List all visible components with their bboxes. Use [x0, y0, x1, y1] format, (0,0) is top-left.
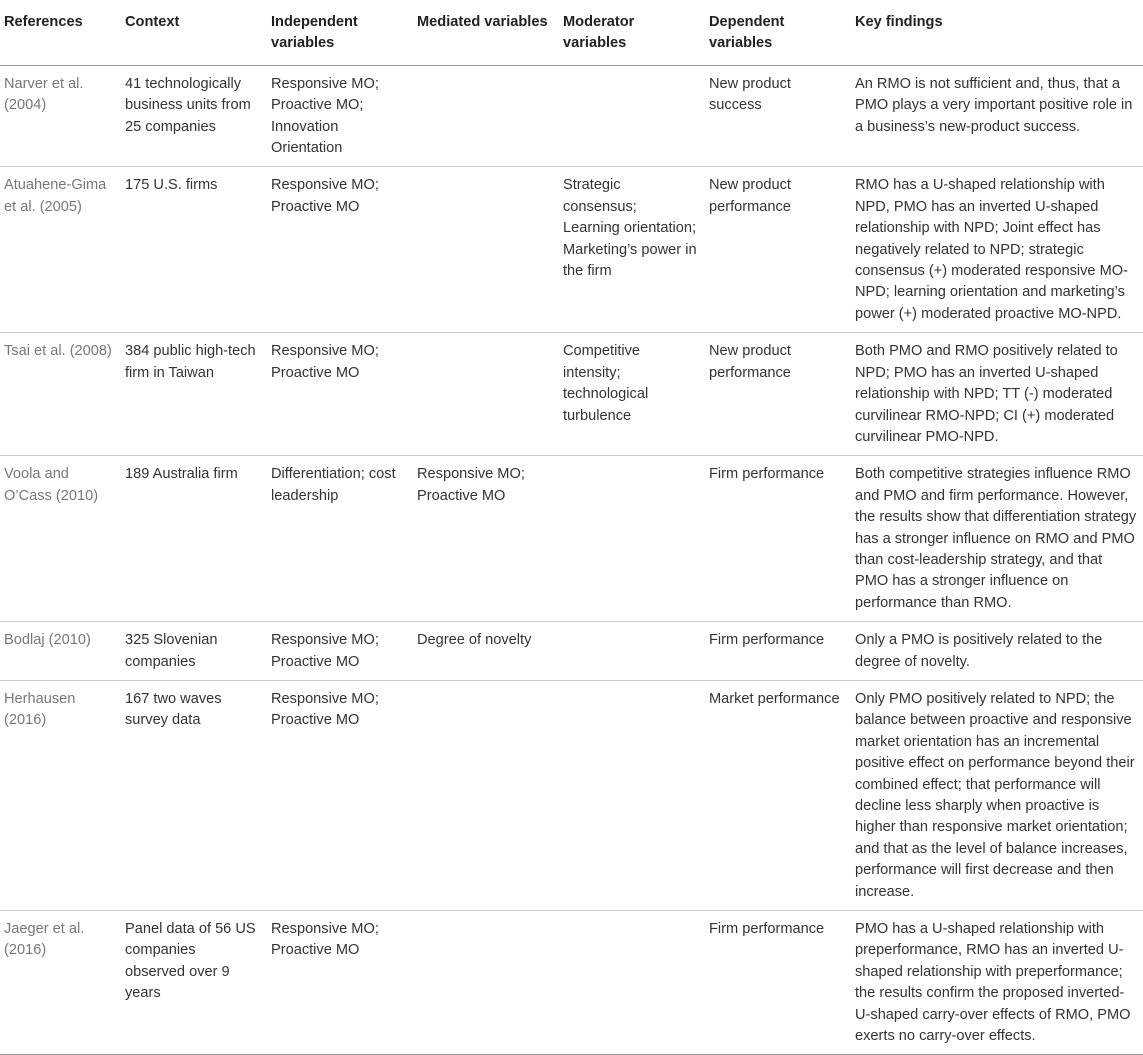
cell-reference[interactable]: Tsai et al. (2008)	[0, 333, 119, 456]
cell-moderator	[557, 680, 703, 910]
cell-independent: Responsive MO; Proactive MO	[265, 622, 411, 681]
table-row	[0, 456, 1143, 622]
header-context: Context	[119, 0, 265, 65]
cell-moderator	[557, 456, 703, 622]
table-row	[0, 65, 1143, 167]
cell-reference[interactable]: Herhausen (2016)	[0, 680, 119, 910]
cell-findings: RMO has a U-shaped relationship with NPD, PMO has an inverted U-shaped relationship with NPD; Joint effect has negatively related to NPD; strategic consensus (+) moderated responsive MO-NPD; learning orientation and marketing’s power (+) moderated proactive MO-NPD.	[849, 167, 1143, 333]
table-row	[0, 167, 1143, 333]
cell-findings: Only PMO positively related to NPD; the balance between proactive and responsive market orientation has an incremental positive effect on performance beyond their combined effect; that performance will decline less sharply when proactive is higher than responsive market orientation; and that as the level of balance increases, performance will first decrease and then increase.	[849, 680, 1143, 910]
cell-findings: Only a PMO is positively related to the degree of novelty.	[849, 622, 1143, 681]
cell-dependent: Firm performance	[703, 622, 849, 681]
cell-mediated: Responsive MO; Proactive MO	[411, 456, 557, 622]
cell-reference[interactable]: Atuahene-Gima et al. (2005)	[0, 167, 119, 333]
cell-dependent: Firm performance	[703, 456, 849, 622]
cell-independent: Responsive MO; Proactive MO	[265, 680, 411, 910]
cell-moderator	[557, 622, 703, 681]
cell-mediated	[411, 911, 557, 1055]
table-row	[0, 680, 1143, 910]
cell-context: Panel data of 56 US companies observed over 9 years	[119, 911, 265, 1055]
cell-context: 384 public high-tech firm in Taiwan	[119, 333, 265, 456]
cell-independent: Responsive MO; Proactive MO	[265, 333, 411, 456]
table-row	[0, 911, 1143, 1055]
cell-mediated: Degree of novelty	[411, 622, 557, 681]
header-moderator-variables: Moderator variables	[557, 0, 703, 65]
table-header	[0, 0, 1143, 65]
cell-moderator	[557, 911, 703, 1055]
cell-independent: Responsive MO; Proactive MO	[265, 167, 411, 333]
cell-moderator: Strategic consensus; Learning orientation; Marketing’s power in the firm	[557, 167, 703, 333]
cell-context: 325 Slovenian companies	[119, 622, 265, 681]
cell-reference[interactable]: Jaeger et al. (2016)	[0, 911, 119, 1055]
cell-dependent: Market performance	[703, 680, 849, 910]
header-independent-variables: Independent variables	[265, 0, 411, 65]
cell-reference[interactable]: Bodlaj (2010)	[0, 622, 119, 681]
cell-reference[interactable]: Voola and O’Cass (2010)	[0, 456, 119, 622]
header-dependent-variables: Dependent variables	[703, 0, 849, 65]
cell-dependent: New product success	[703, 65, 849, 167]
cell-dependent: Firm performance	[703, 911, 849, 1055]
table-body	[0, 65, 1143, 1055]
cell-mediated	[411, 167, 557, 333]
cell-context: 189 Australia firm	[119, 456, 265, 622]
cell-findings: PMO has a U-shaped relationship with preperformance, RMO has an inverted U-shaped relationship with preperformance; the results confirm the proposed inverted-U-shaped carry-over effects of RMO, PMO exerts no carry-over effects.	[849, 911, 1143, 1055]
cell-findings: Both PMO and RMO positively related to NPD; PMO has an inverted U-shaped relationship with NPD; TT (-) moderated curvilinear RMO-NPD; CI (+) moderated curvilinear PMO-NPD.	[849, 333, 1143, 456]
cell-context: 175 U.S. firms	[119, 167, 265, 333]
header-key-findings: Key findings	[849, 0, 1143, 65]
header-row	[0, 0, 1143, 65]
cell-moderator	[557, 65, 703, 167]
cell-dependent: New product performance	[703, 333, 849, 456]
cell-independent: Differentiation; cost leadership	[265, 456, 411, 622]
header-references: References	[0, 0, 119, 65]
cell-moderator: Competitive intensity; technological turbulence	[557, 333, 703, 456]
cell-mediated	[411, 680, 557, 910]
cell-mediated	[411, 333, 557, 456]
cell-mediated	[411, 65, 557, 167]
table-row	[0, 622, 1143, 681]
cell-context: 167 two waves survey data	[119, 680, 265, 910]
cell-findings: Both competitive strategies influence RMO and PMO and firm performance. However, the results show that differentiation strategy has a stronger influence on RMO and PMO than cost-leadership strategy, and that PMO has a stronger influence on performance than RMO.	[849, 456, 1143, 622]
cell-findings: An RMO is not sufficient and, thus, that a PMO plays a very important positive role in a business’s new-product success.	[849, 65, 1143, 167]
cell-independent: Responsive MO; Proactive MO	[265, 911, 411, 1055]
cell-dependent: New product performance	[703, 167, 849, 333]
cell-reference[interactable]: Narver et al. (2004)	[0, 65, 119, 167]
cell-independent: Responsive MO; Proactive MO; Innovation Orientation	[265, 65, 411, 167]
header-mediated-variables: Mediated variables	[411, 0, 557, 65]
table-row	[0, 333, 1143, 456]
cell-context: 41 technologically business units from 25 companies	[119, 65, 265, 167]
